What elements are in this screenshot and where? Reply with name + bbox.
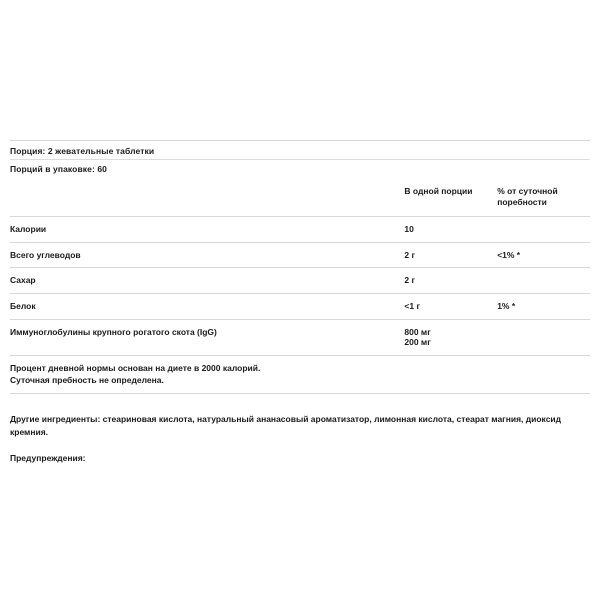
nutrient-daily-value: <1% * xyxy=(497,242,590,268)
nutrient-name: Сахар xyxy=(10,268,404,294)
nutrient-daily-value xyxy=(497,217,590,243)
serving-size-text: Порция: 2 жевательные таблетки xyxy=(10,146,155,156)
nutrient-amount-group xyxy=(404,319,497,355)
nutrient-name: Всего углеводов xyxy=(10,242,404,268)
other-ingredients-text: Другие ингредиенты: стеариновая кислота, натуральный ананасовый ароматизатор, лимонная кислота, стеарат магния, диоксид кремния. xyxy=(10,414,562,437)
nutrient-name: Калории xyxy=(10,217,404,243)
additional-info-block xyxy=(10,405,590,463)
nutrient-amount: <1 г xyxy=(404,293,497,319)
table-row xyxy=(10,268,590,294)
table-row xyxy=(10,293,590,319)
nutrient-name: Иммуноглобулины крупного рогатого скота (IgG) xyxy=(10,319,404,355)
divider-bottom xyxy=(10,393,590,394)
column-header-amount: В одной порции xyxy=(404,177,497,217)
supplement-facts-panel xyxy=(10,140,590,394)
warnings-label: Предупреждения: xyxy=(10,452,86,463)
column-header-daily-value: % от суточной поребности xyxy=(497,177,590,217)
servings-per-container-text: Порций в упаковке: 60 xyxy=(10,164,107,174)
nutrient-amount: 800 мг xyxy=(404,326,431,337)
nutrient-amount: 2 г xyxy=(404,242,497,268)
column-header-nutrient xyxy=(10,177,404,217)
nutrient-amount: 10 xyxy=(404,217,497,243)
nutrient-amount-secondary: 200 мг xyxy=(404,337,431,348)
nutrient-daily-value xyxy=(497,319,590,355)
nutrition-table xyxy=(10,177,590,356)
nutrient-amount: 2 г xyxy=(404,268,497,294)
table-row xyxy=(10,319,590,355)
footnote-block xyxy=(10,356,590,394)
nutrient-daily-value: 1% * xyxy=(497,293,590,319)
footnote-line-1: Процент дневной нормы основан на диете в 2000 калорий. xyxy=(10,362,261,373)
table-header-row xyxy=(10,177,590,217)
table-row xyxy=(10,242,590,268)
footnote-line-2: Суточная пребность не определена. xyxy=(10,375,164,386)
nutrient-name: Белок xyxy=(10,293,404,319)
table-row xyxy=(10,217,590,243)
nutrient-daily-value xyxy=(497,268,590,294)
